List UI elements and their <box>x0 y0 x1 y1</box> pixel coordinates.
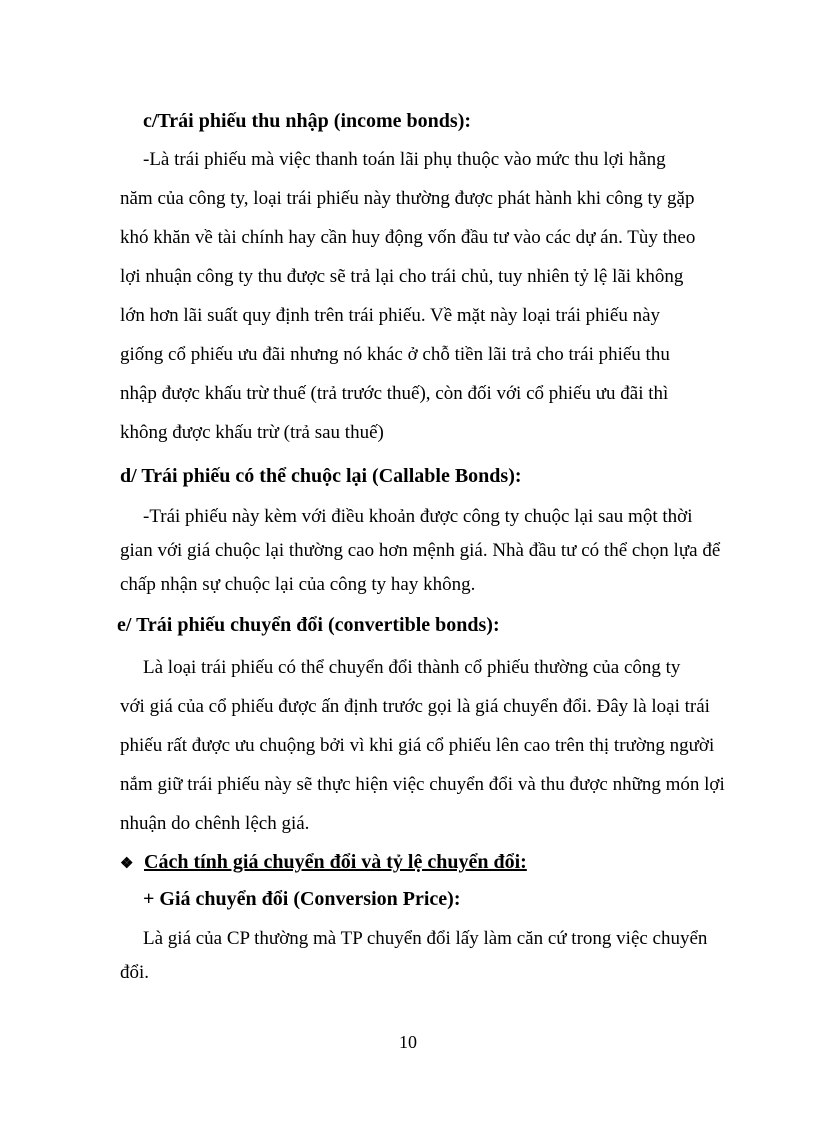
section-d-line-1: -Trái phiếu này kèm với điều khoản được công ty chuộc lại sau một thời <box>143 506 693 527</box>
section-e-line-2: với giá của cổ phiếu được ấn định trước gọi là giá chuyển đổi. Đây là loại trái <box>120 696 710 717</box>
section-c-line-7: nhập được khấu trừ thuế (trả trước thuế), còn đối với cổ phiếu ưu đãi thì <box>120 383 669 404</box>
conversion-heading: Cách tính giá chuyển đổi và tỷ lệ chuyển đổi: <box>144 851 527 873</box>
section-c-line-6: giống cổ phiếu ưu đãi nhưng nó khác ở chỗ tiền lãi trả cho trái phiếu thu <box>120 344 670 365</box>
conversion-line-1: Là giá của CP thường mà TP chuyển đổi lấy làm căn cứ trong việc chuyển <box>143 928 708 949</box>
section-e-line-5: nhuận do chênh lệch giá. <box>120 813 310 834</box>
section-e-line-4: nắm giữ trái phiếu này sẽ thực hiện việc chuyển đổi và thu được những món lợi <box>120 774 725 795</box>
section-e-line-1: Là loại trái phiếu có thể chuyển đổi thành cổ phiếu thường của công ty <box>143 657 681 678</box>
section-c-line-1: -Là trái phiếu mà việc thanh toán lãi phụ thuộc vào mức thu lợi hằng <box>143 149 666 170</box>
section-c-line-3: khó khăn về tài chính hay cần huy động vốn đầu tư vào các dự án. Tùy theo <box>120 227 696 248</box>
section-d-line-3: chấp nhận sự chuộc lại của công ty hay không. <box>120 574 476 595</box>
conversion-subheading: + Giá chuyển đổi (Conversion Price): <box>143 888 461 910</box>
section-c-heading: c/Trái phiếu thu nhập (income bonds): <box>143 110 472 132</box>
section-d-heading: d/ Trái phiếu có thể chuộc lại (Callable Bonds): <box>120 465 522 487</box>
section-e-heading: e/ Trái phiếu chuyển đổi (convertible bonds): <box>117 614 500 636</box>
section-c-line-8: không được khấu trừ (trả sau thuế) <box>120 422 384 443</box>
section-c-line-4: lợi nhuận công ty thu được sẽ trả lại cho trái chủ, tuy nhiên tỷ lệ lãi không <box>120 266 684 287</box>
section-e-line-3: phiếu rất được ưu chuộng bởi vì khi giá cổ phiếu lên cao trên thị trường người <box>120 735 715 756</box>
conversion-line-2: đổi. <box>120 962 150 983</box>
page-number: 10 <box>399 1032 417 1052</box>
section-c-line-5: lớn hơn lãi suất quy định trên trái phiếu. Về mặt này loại trái phiếu này <box>120 305 661 326</box>
diamond-bullet-icon: ❖ <box>120 856 134 872</box>
section-c-line-2: năm của công ty, loại trái phiếu này thường được phát hành khi công ty gặp <box>120 188 695 209</box>
section-d-line-2: gian với giá chuộc lại thường cao hơn mệnh giá. Nhà đầu tư có thể chọn lựa để <box>120 540 721 561</box>
conversion-heading-row <box>120 850 527 876</box>
